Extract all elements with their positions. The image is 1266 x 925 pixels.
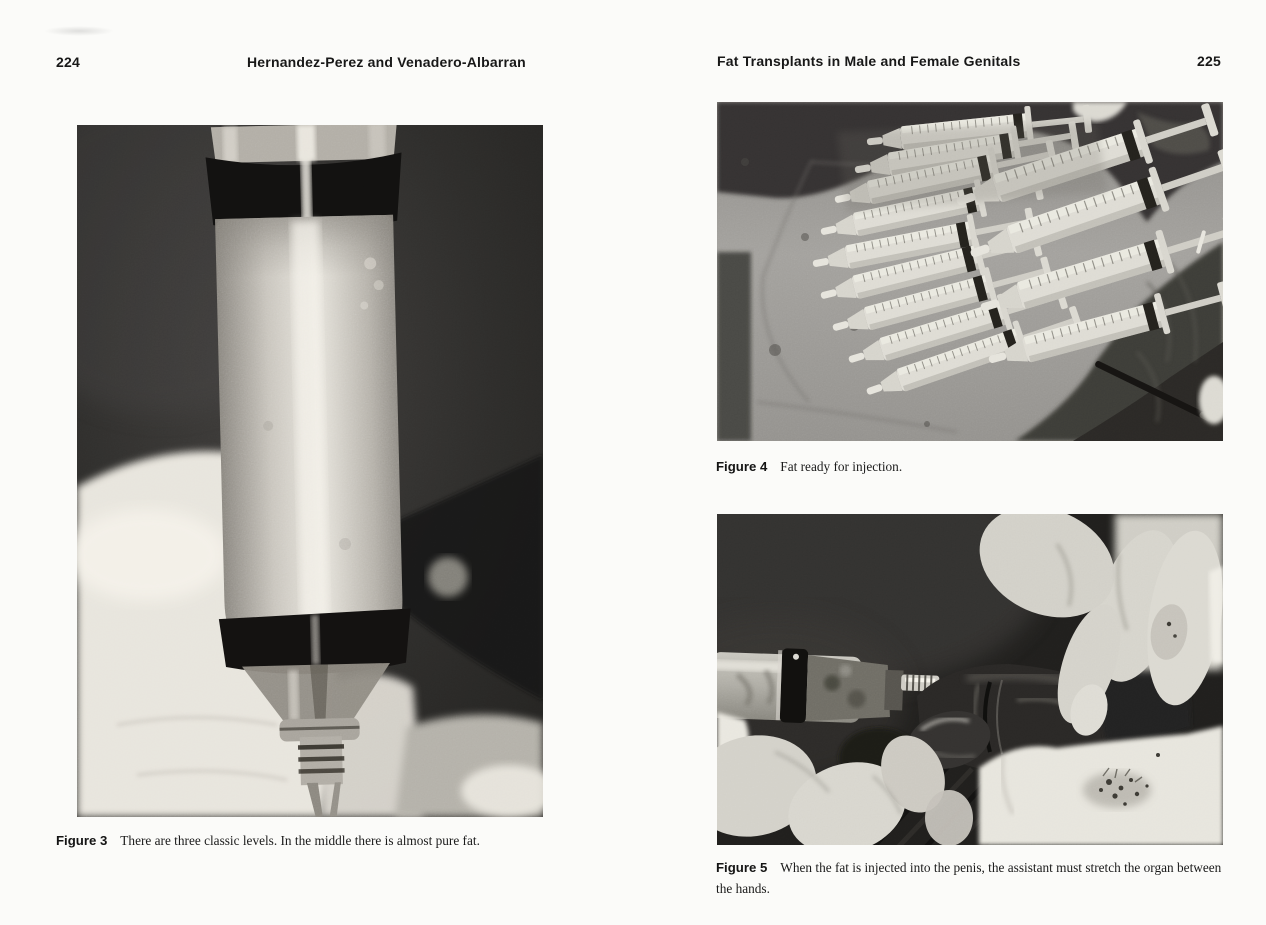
figure5-caption-text: When the fat is injected into the penis, the assistant must stretch the organ between the hands. [716,860,1222,896]
right-page-number: 225 [1197,53,1221,69]
figure4-label: Figure 4 [716,459,768,474]
left-page-number: 224 [56,54,80,70]
figure3-caption-text: There are three classic levels. In the middle there is almost pure fat. [120,833,480,848]
figure5-illustration [717,514,1223,845]
figure4-caption-text: Fat ready for injection. [780,459,903,474]
figure4-caption [716,457,1236,478]
figure5-label: Figure 5 [716,860,768,875]
figure5-caption [716,858,1240,899]
left-running-header: Hernandez-Perez and Venadero-Albarran [247,54,526,70]
figure3-caption [56,831,576,852]
figure3-photo-syringe-fat-levels [77,125,543,817]
figure4-illustration [717,102,1223,441]
figure3-illustration [77,125,543,817]
figure5-photo-injection [717,514,1223,845]
figure3-label: Figure 3 [56,833,108,848]
right-running-header: Fat Transplants in Male and Female Genitals [717,53,1021,69]
film-grain [77,125,543,817]
film-grain [717,514,1223,845]
film-grain [717,102,1223,441]
figure4-photo-syringes-tray [717,102,1223,441]
scan-smudge [44,26,114,36]
